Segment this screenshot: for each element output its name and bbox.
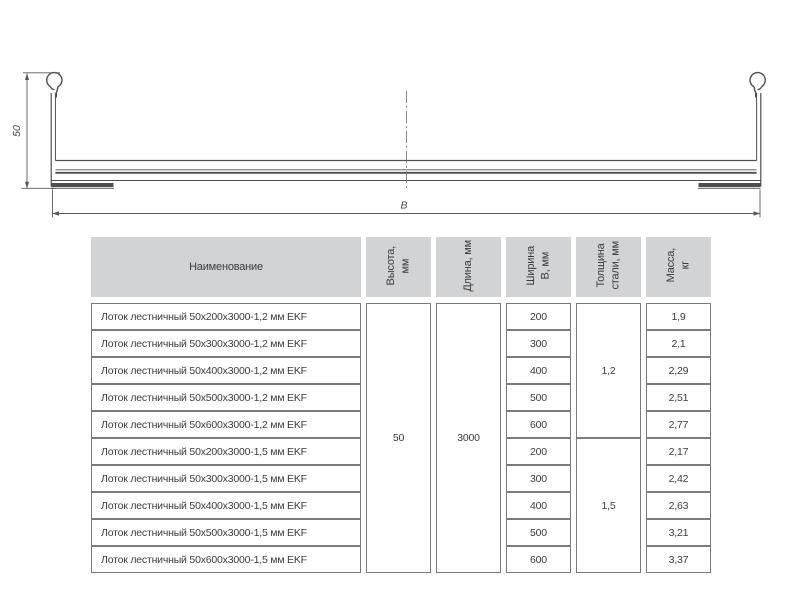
thickness-value: 1,5 bbox=[576, 438, 641, 573]
width-value: 600 bbox=[506, 546, 571, 573]
arrow-right-icon bbox=[754, 211, 761, 215]
product-name: Лоток лестничный 50х400х3000-1,5 мм EKF bbox=[91, 492, 361, 519]
mass-value: 2,17 bbox=[646, 438, 711, 465]
col-header-name: Наименование bbox=[91, 237, 361, 297]
width-value: 500 bbox=[506, 519, 571, 546]
mass-value: 2,1 bbox=[646, 330, 711, 357]
thickness-value: 1,2 bbox=[576, 303, 641, 438]
height-value: 50 bbox=[366, 303, 431, 573]
arrow-up-icon bbox=[25, 73, 29, 80]
width-value: 300 bbox=[506, 330, 571, 357]
mass-value: 2,51 bbox=[646, 384, 711, 411]
product-name: Лоток лестничный 50х600х3000-1,2 мм EKF bbox=[91, 411, 361, 438]
mass-value: 2,63 bbox=[646, 492, 711, 519]
length-value: 3000 bbox=[436, 303, 501, 573]
col-header-mass: Масса, кг bbox=[646, 237, 711, 297]
right-hook-tail bbox=[758, 87, 762, 90]
left-hook-neck bbox=[56, 87, 58, 98]
mass-value: 3,37 bbox=[646, 546, 711, 573]
mounting-feet bbox=[52, 183, 761, 189]
right-hook-neck bbox=[754, 87, 756, 98]
product-name: Лоток лестничный 50х400х3000-1,2 мм EKF bbox=[91, 357, 361, 384]
mass-value: 2,42 bbox=[646, 465, 711, 492]
left-foot bbox=[52, 183, 114, 187]
mass-value: 1,9 bbox=[646, 303, 711, 330]
width-value: 600 bbox=[506, 411, 571, 438]
left-hook-icon bbox=[47, 73, 62, 87]
width-value: 400 bbox=[506, 357, 571, 384]
col-header-thickness: Толщина стали, мм bbox=[576, 237, 641, 297]
specification-table bbox=[86, 237, 716, 573]
mass-value: 3,21 bbox=[646, 519, 711, 546]
right-hook-icon bbox=[750, 73, 765, 87]
left-hook-tail bbox=[50, 87, 54, 90]
product-name: Лоток лестничный 50х200х3000-1,5 мм EKF bbox=[91, 438, 361, 465]
col-header-width: Ширина В, мм bbox=[506, 237, 571, 297]
mass-value: 2,29 bbox=[646, 357, 711, 384]
mass-value: 2,77 bbox=[646, 411, 711, 438]
width-value: 500 bbox=[506, 384, 571, 411]
product-name: Лоток лестничный 50х500х3000-1,2 мм EKF bbox=[91, 384, 361, 411]
right-foot bbox=[699, 183, 761, 187]
width-value: 400 bbox=[506, 492, 571, 519]
product-name: Лоток лестничный 50х300х3000-1,5 мм EKF bbox=[91, 465, 361, 492]
product-name: Лоток лестничный 50х300х3000-1,2 мм EKF bbox=[91, 330, 361, 357]
product-name: Лоток лестничный 50х500х3000-1,5 мм EKF bbox=[91, 519, 361, 546]
col-header-height: Высота, мм bbox=[366, 237, 431, 297]
width-value: 200 bbox=[506, 303, 571, 330]
width-value: 300 bbox=[506, 465, 571, 492]
table-header-row bbox=[91, 237, 711, 297]
width-value: 200 bbox=[506, 438, 571, 465]
width-dim-label: В bbox=[400, 199, 408, 212]
arrow-down-icon bbox=[25, 182, 29, 189]
tray-base-lines bbox=[51, 161, 761, 181]
product-name: Лоток лестничный 50х200х3000-1,2 мм EKF bbox=[91, 303, 361, 330]
table-row bbox=[91, 303, 711, 330]
arrow-left-icon bbox=[52, 211, 59, 215]
col-header-length: Длина, мм bbox=[436, 237, 501, 297]
height-dim-label: 50 bbox=[11, 125, 23, 137]
product-name: Лоток лестничный 50х600х3000-1,5 мм EKF bbox=[91, 546, 361, 573]
tray-cross-section-drawing bbox=[0, 0, 800, 232]
